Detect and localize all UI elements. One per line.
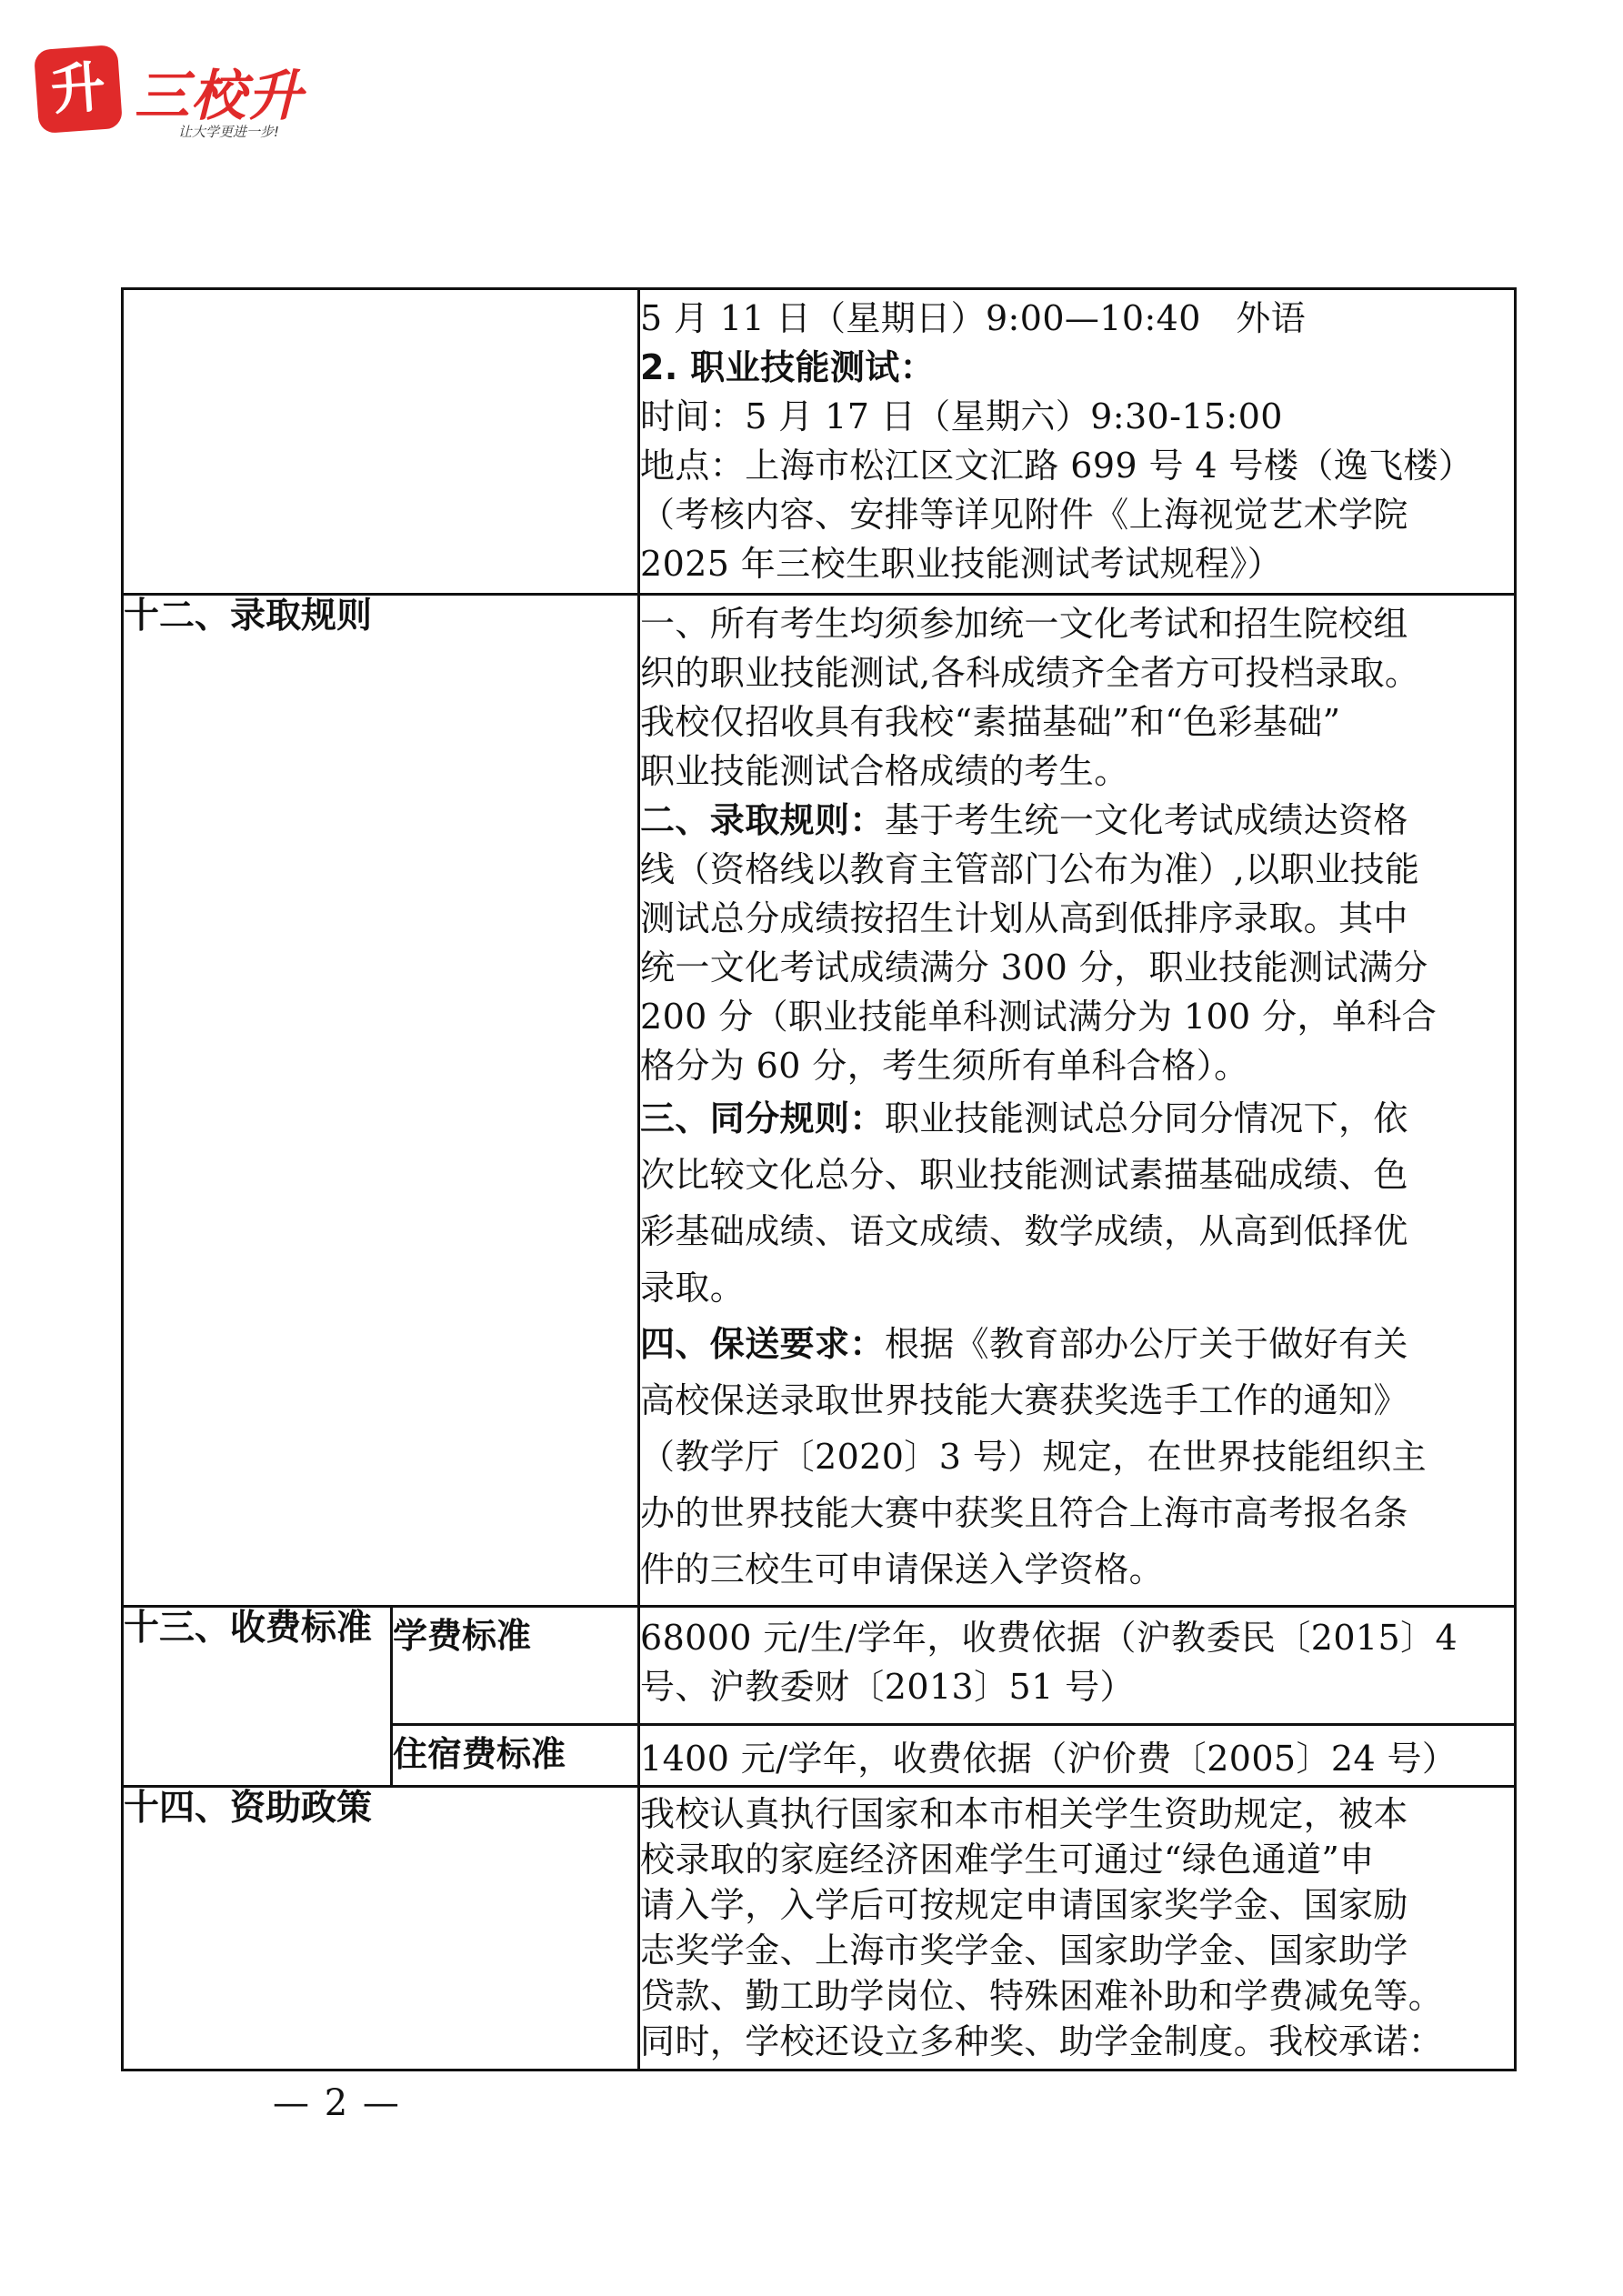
financial-aid-label: 十四、资助政策 (123, 1787, 639, 2070)
rule-paragraph-4: 四、保送要求：根据《教育部办公厅关于做好有关 高校保送录取世界技能大赛获奖选手工作的通知》 （教学厅〔2020〕3 号）规定，在世界技能组织主 办的世界技能大赛中获奖且符合上海市高考报名条 件的三校生可申请保送入学资格。 (640, 1324, 1427, 1589)
financial-aid-cell: 我校认真执行国家和本市相关学生资助规定，被本 校录取的家庭经济困难学生可通过“绿色通道”申 请入学，入学后可按规定申请国家奖学金、国家励 志奖学金、上海市奖学金、国家助学金、国家助学 贷款、勤工助学岗位、特殊困难补助和学费减免等。 同时，学校还设立多种奖、助学金制度。我校承诺： (639, 1787, 1516, 2070)
empty-label-cell (123, 289, 639, 595)
skills-test-heading: 2. 职业技能测试： (640, 347, 936, 387)
accommodation-cell: 1400 元/学年，收费依据（沪价费〔2005〕24 号） (639, 1725, 1516, 1787)
admission-rules-label: 十二、录取规则 (123, 595, 639, 1607)
rule-paragraph-1: 一、所有考生均须参加统一文化考试和招生院校组 织的职业技能测试,各科成绩齐全者方可投档录取。 我校仅招收具有我校“素描基础”和“色彩基础” 职业技能测试合格成绩的考生。 (640, 604, 1420, 791)
logo-slogan: 让大学更进一步! (178, 124, 280, 140)
fees-label: 十三、收费标准 (123, 1607, 392, 1787)
rule-paragraph-2: 二、录取规则：基于考生统一文化考试成绩达资格 线（资格线以教育主管部门公布为准）,以职业技能 测试总分成绩按招生计划从高到低排序录取。其中 统一文化考试成绩满分 300 分，职业技能测试满分 200 分（职业技能单科测试满分为 100 分，单科合 格分为 60 分，考生须所有单科合格）。 (640, 800, 1438, 1086)
logo-mark-icon: 升 (34, 45, 123, 134)
skills-test-note-line-2: 2025 年三校生职业技能测试考试规程》） (640, 544, 1283, 584)
admission-info-table (121, 287, 1517, 2071)
exam-foreign-language-line: 5 月 11 日（星期日）9:00—10:40 外语 (640, 298, 1307, 338)
exam-schedule-row (123, 289, 1516, 595)
accommodation-label: 住宿费标准 (392, 1725, 639, 1787)
rule-heading: 四、保送要求： (640, 1324, 885, 1364)
skills-test-location: 地点：上海市松江区文汇路 699 号 4 号楼（逸飞楼） (640, 446, 1474, 486)
tuition-label: 学费标准 (392, 1607, 639, 1725)
page-number: — 2 — (273, 2082, 401, 2124)
rule-paragraph-3: 三、同分规则：职业技能测试总分同分情况下，依 次比较文化总分、职业技能测试素描基础成绩、色 彩基础成绩、语文成绩、数学成绩，从高到低择优 录取。 (640, 1098, 1408, 1308)
tuition-row (123, 1607, 1516, 1725)
exam-schedule-cell (639, 289, 1516, 595)
rule-heading: 三、同分规则： (640, 1098, 885, 1138)
brand-logo (36, 47, 336, 147)
rule-heading: 二、录取规则： (640, 800, 885, 840)
financial-aid-row (123, 1787, 1516, 2070)
logo-name: 三校升 (135, 65, 304, 128)
admission-rules-cell (639, 595, 1516, 1607)
skills-test-note-line-1: （考核内容、安排等详见附件《上海视觉艺术学院 (640, 495, 1408, 535)
skills-test-time: 时间：5 月 17 日（星期六）9:30-15:00 (640, 396, 1283, 436)
admission-rules-row (123, 595, 1516, 1607)
tuition-cell: 68000 元/生/学年，收费依据（沪教委民〔2015〕4 号、沪教委财〔2013〕51 号） (639, 1607, 1516, 1725)
